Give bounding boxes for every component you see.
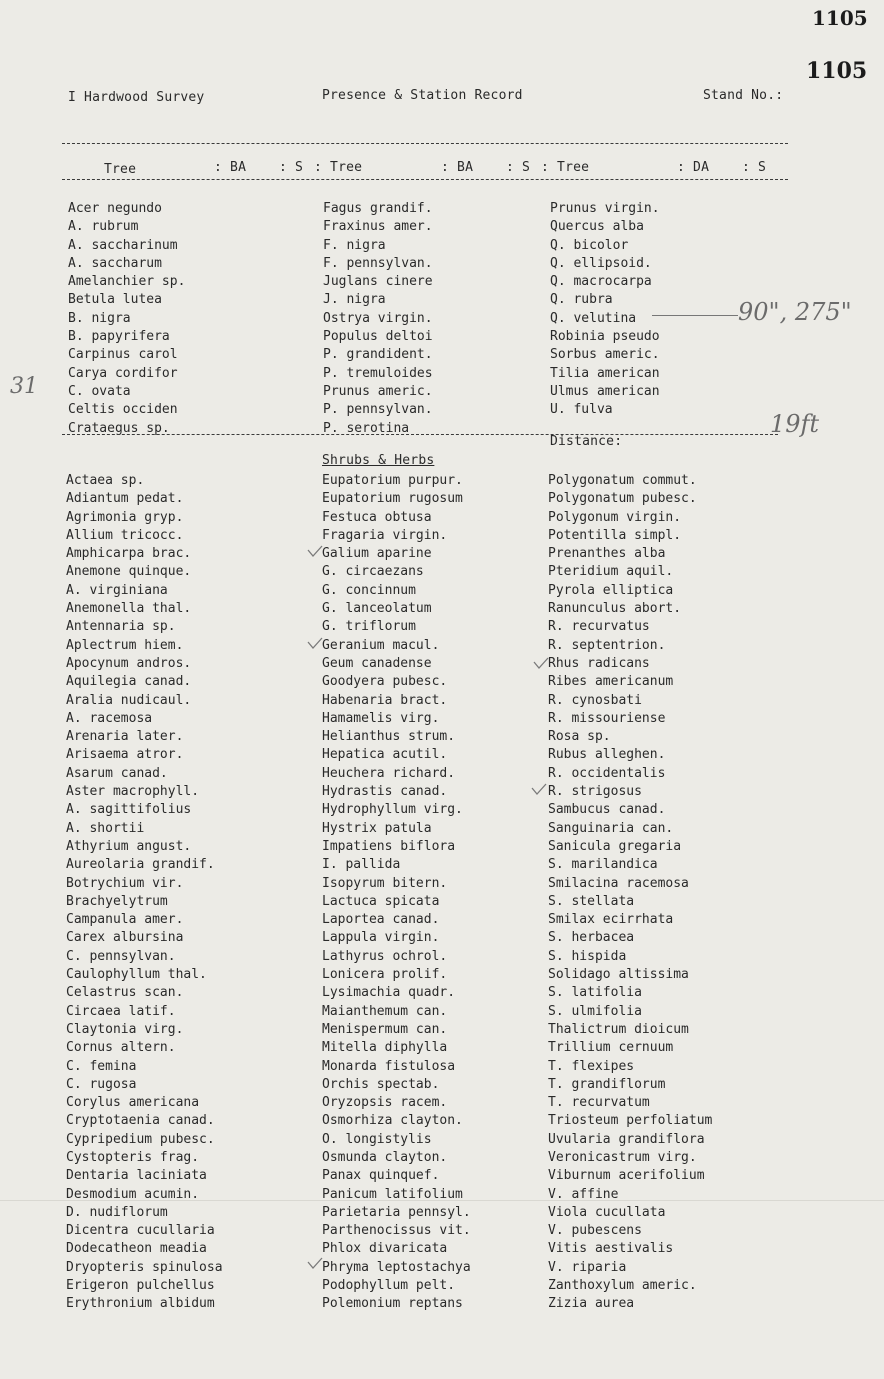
tree-item: Juglans cinere xyxy=(323,274,433,290)
herb-item: Aster macrophyll. xyxy=(66,784,200,800)
tree-item: Q. velutina xyxy=(550,310,637,326)
herb-item: S. ulmifolia xyxy=(548,1003,642,1019)
stamp-number-top: 1105 xyxy=(812,6,868,30)
herb-item: Caulophyllum thal. xyxy=(66,967,207,983)
herb-item: Corylus americana xyxy=(66,1095,200,1111)
herb-list-col-3 xyxy=(548,472,712,1314)
herb-item: Galium aparine xyxy=(322,546,432,562)
herb-item: Aralia nudicaul. xyxy=(66,692,192,708)
herb-item: Solidago altissima xyxy=(548,967,689,983)
tree-item: Acer negundo xyxy=(68,201,162,216)
record-title: Presence & Station Record xyxy=(322,88,523,103)
herb-item: A. sagittifolius xyxy=(66,802,192,818)
herb-item: Eupatorium purpur. xyxy=(322,473,463,488)
herb-list-col-2 xyxy=(322,472,471,1314)
herb-item: Apocynum andros. xyxy=(66,655,192,671)
herb-item: G. lanceolatum xyxy=(322,601,432,617)
herb-item: R. occidentalis xyxy=(548,765,666,781)
herb-item: V. pubescens xyxy=(548,1223,642,1239)
herb-item: Festuca obtusa xyxy=(322,509,432,525)
herb-item: Viola cucullata xyxy=(548,1204,666,1220)
herb-item: Campanula amer. xyxy=(66,912,184,928)
check-mark-icon xyxy=(532,656,550,670)
herb-item: S. latifolia xyxy=(548,985,642,1001)
herb-item: O. longistylis xyxy=(322,1131,432,1147)
header-rule-bottom xyxy=(62,179,788,180)
col-header-ba-2: : BA xyxy=(441,160,474,175)
herb-item: Erigeron pulchellus xyxy=(66,1278,215,1294)
herb-item: C. pennsylvan. xyxy=(66,948,176,964)
tree-item: Populus deltoi xyxy=(323,329,433,345)
tree-item: A. rubrum xyxy=(68,219,139,235)
herb-item: Pyrola elliptica xyxy=(548,582,674,598)
handwritten-distance-note: 19ft xyxy=(770,410,820,438)
herb-item: Aureolaria grandif. xyxy=(66,857,215,873)
tree-item: P. serotina xyxy=(323,420,410,436)
herb-item: Panax quinquef. xyxy=(322,1168,440,1184)
check-mark-icon xyxy=(306,636,324,650)
herb-item: Aquilegia canad. xyxy=(66,674,192,690)
tree-item: Carya cordifor xyxy=(68,365,178,381)
herb-item: Podophyllum pelt. xyxy=(322,1278,456,1294)
herb-item: Lysimachia quadr. xyxy=(322,985,456,1001)
tree-item: B. nigra xyxy=(68,310,131,326)
herb-item: Smilacina racemosa xyxy=(548,875,689,891)
herb-item: Isopyrum bitern. xyxy=(322,875,448,891)
check-mark-icon xyxy=(530,782,548,796)
herb-item: T. grandiflorum xyxy=(548,1076,666,1092)
tree-item: Fraxinus amer. xyxy=(323,219,433,235)
herb-item: Hepatica acutil. xyxy=(322,747,448,763)
herb-item: Dryopteris spinulosa xyxy=(66,1259,223,1275)
tree-item: P. pennsylvan. xyxy=(323,402,433,418)
handwritten-margin-number: 31 xyxy=(10,374,38,399)
tree-item: Ostrya virgin. xyxy=(323,310,433,326)
herb-item: Mitella diphylla xyxy=(322,1040,448,1056)
tree-item: P. tremuloides xyxy=(323,365,433,381)
herb-item: C. rugosa xyxy=(66,1076,137,1092)
herb-item: Polygonatum pubesc. xyxy=(548,491,697,507)
tree-item: U. fulva xyxy=(550,402,613,418)
herb-item: V. affine xyxy=(548,1186,619,1202)
herb-item: Sanicula gregaria xyxy=(548,838,682,854)
herb-item: A. racemosa xyxy=(66,710,153,726)
herb-item: Orchis spectab. xyxy=(322,1076,440,1092)
herb-item: G. circaezans xyxy=(322,564,424,580)
herb-item: Hydrastis canad. xyxy=(322,784,448,800)
herb-item: Celastrus scan. xyxy=(66,985,184,1001)
header-rule-top xyxy=(62,143,788,144)
herb-item: Lathyrus ochrol. xyxy=(322,948,448,964)
herb-item: Cryptotaenia canad. xyxy=(66,1113,215,1129)
herb-item: Zizia aurea xyxy=(548,1296,635,1312)
herb-item: Amphicarpa brac. xyxy=(66,546,192,562)
herb-item: Lonicera prolif. xyxy=(322,967,448,983)
tree-item: P. grandident. xyxy=(323,347,433,363)
stand-number-label: Stand No.: xyxy=(703,88,784,103)
herb-item: Parietaria pennsyl. xyxy=(322,1204,471,1220)
herb-item: Prenanthes alba xyxy=(548,546,666,562)
tree-item: Quercus alba xyxy=(550,219,644,235)
herb-item: Smilax ecirrhata xyxy=(548,912,674,928)
tree-item: Q. bicolor xyxy=(550,237,629,253)
herb-item: Arenaria later. xyxy=(66,729,184,745)
herb-item: Geum canadense xyxy=(322,655,432,671)
herb-item: Ranunculus abort. xyxy=(548,601,682,617)
tree-list-col-1 xyxy=(68,200,185,438)
tree-item: Q. ellipsoid. xyxy=(550,255,652,271)
herb-item: Dentaria laciniata xyxy=(66,1168,207,1184)
herb-item: Trillium cernuum xyxy=(548,1040,674,1056)
herb-item: R. strigosus xyxy=(548,784,642,800)
herb-item: C. femina xyxy=(66,1058,137,1074)
herb-item: Dicentra cucullaria xyxy=(66,1223,215,1239)
herb-item: Phryma leptostachya xyxy=(322,1259,471,1275)
tree-item: Crataegus sp. xyxy=(68,420,170,436)
herb-item: Phlox divaricata xyxy=(322,1241,448,1257)
herb-item: Maianthemum can. xyxy=(322,1003,448,1019)
herb-item: Laportea canad. xyxy=(322,912,440,928)
herb-item: Asarum canad. xyxy=(66,765,168,781)
tree-item: Robinia pseudo xyxy=(550,329,660,345)
col-header-tree-2: : Tree xyxy=(314,160,363,175)
herb-item: Adiantum pedat. xyxy=(66,491,184,507)
herb-item: Panicum latifolium xyxy=(322,1186,463,1202)
herb-item: Erythronium albidum xyxy=(66,1296,215,1312)
tree-item: Carpinus carol xyxy=(68,347,178,363)
tree-item: J. nigra xyxy=(323,292,386,308)
check-mark-icon xyxy=(306,544,324,558)
herb-item: R. cynosbati xyxy=(548,692,642,708)
col-header-s-1: : S xyxy=(279,160,304,175)
tree-list-col-3 xyxy=(550,200,660,420)
herb-item: Fragaria virgin. xyxy=(322,527,448,543)
herb-item: Monarda fistulosa xyxy=(322,1058,456,1074)
herb-item: Ribes americanum xyxy=(548,674,674,690)
herb-item: A. virginiana xyxy=(66,582,168,598)
herb-item: S. marilandica xyxy=(548,857,658,873)
herb-item: R. recurvatus xyxy=(548,619,650,635)
herb-item: Vitis aestivalis xyxy=(548,1241,674,1257)
stamp-number-second: 1105 xyxy=(806,58,868,84)
herb-item: T. recurvatum xyxy=(548,1095,650,1111)
col-header-da: : DA xyxy=(677,160,710,175)
herb-item: Geranium macul. xyxy=(322,637,440,653)
herb-item: A. shortii xyxy=(66,820,145,836)
herb-item: Allium tricocc. xyxy=(66,527,184,543)
herb-item: I. pallida xyxy=(322,857,401,873)
handwritten-velutina-note: 90", 275" xyxy=(738,298,852,326)
tree-item: Q. macrocarpa xyxy=(550,274,652,290)
tree-item: Prunus virgin. xyxy=(550,201,660,216)
tree-list-col-2 xyxy=(323,200,433,438)
herb-item: Habenaria bract. xyxy=(322,692,448,708)
herb-item: Circaea latif. xyxy=(66,1003,176,1019)
herb-item: Zanthoxylum americ. xyxy=(548,1278,697,1294)
herb-item: D. nudiflorum xyxy=(66,1204,168,1220)
herb-item: G. concinnum xyxy=(322,582,416,598)
herb-item: Anemonella thal. xyxy=(66,601,192,617)
tree-item: C. ovata xyxy=(68,383,131,399)
tree-item: A. saccharinum xyxy=(68,237,178,253)
col-header-ba-1: : BA xyxy=(214,160,247,175)
herb-item: Eupatorium rugosum xyxy=(322,491,463,507)
herb-item: Menispermum can. xyxy=(322,1021,448,1037)
herb-item: Agrimonia gryp. xyxy=(66,509,184,525)
herb-item: Desmodium acumin. xyxy=(66,1186,200,1202)
herb-item: Triosteum perfoliatum xyxy=(548,1113,713,1129)
tree-item: Amelanchier sp. xyxy=(68,274,186,290)
herb-list-col-1 xyxy=(66,472,223,1314)
col-header-tree-3: : Tree xyxy=(541,160,590,175)
tree-item: Betula lutea xyxy=(68,292,162,308)
herb-item: Cypripedium pubesc. xyxy=(66,1131,215,1147)
tree-item: F. pennsylvan. xyxy=(323,255,433,271)
herb-item: Polygonatum commut. xyxy=(548,473,697,488)
herb-item: V. riparia xyxy=(548,1259,627,1275)
herb-item: Uvularia grandiflora xyxy=(548,1131,705,1147)
tree-item: B. papyrifera xyxy=(68,329,170,345)
herb-item: Aplectrum hiem. xyxy=(66,637,184,653)
herb-item: Rosa sp. xyxy=(548,729,611,745)
herb-item: R. missouriense xyxy=(548,710,666,726)
herb-item: Helianthus strum. xyxy=(322,729,456,745)
tree-item: Q. rubra xyxy=(550,292,613,308)
shrubs-herbs-heading: Shrubs & Herbs xyxy=(322,453,435,468)
herb-item: Hydrophyllum virg. xyxy=(322,802,463,818)
herb-item: Botrychium vir. xyxy=(66,875,184,891)
herb-item: Osmunda clayton. xyxy=(322,1149,448,1165)
tree-item: Prunus americ. xyxy=(323,383,433,399)
herb-item: Rhus radicans xyxy=(548,655,650,671)
velutina-leader-line xyxy=(652,315,738,316)
herb-item: S. herbacea xyxy=(548,930,635,946)
herb-item: Athyrium angust. xyxy=(66,838,192,854)
tree-item: Fagus grandif. xyxy=(323,201,433,216)
herb-item: Veronicastrum virg. xyxy=(548,1149,697,1165)
herb-item: Cornus altern. xyxy=(66,1040,176,1056)
herb-item: Brachyelytrum xyxy=(66,893,168,909)
herb-item: S. stellata xyxy=(548,893,635,909)
tree-item: Tilia american xyxy=(550,365,660,381)
tree-item: F. nigra xyxy=(323,237,386,253)
tree-item: A. saccharum xyxy=(68,255,162,271)
herb-item: Sanguinaria can. xyxy=(548,820,674,836)
tree-item: Celtis occiden xyxy=(68,402,178,418)
herb-item: Arisaema atror. xyxy=(66,747,184,763)
check-mark-icon xyxy=(306,1256,324,1270)
herb-item: Heuchera richard. xyxy=(322,765,456,781)
herb-item: Oryzopsis racem. xyxy=(322,1095,448,1111)
herb-item: Thalictrum dioicum xyxy=(548,1021,689,1037)
herb-item: Dodecatheon meadia xyxy=(66,1241,207,1257)
herb-item: Antennaria sp. xyxy=(66,619,176,635)
tree-item: Sorbus americ. xyxy=(550,347,660,363)
herb-item: S. hispida xyxy=(548,948,627,964)
col-header-s-3: : S xyxy=(742,160,767,175)
herb-item: Lappula virgin. xyxy=(322,930,440,946)
herb-item: Claytonia virg. xyxy=(66,1021,184,1037)
herb-item: Actaea sp. xyxy=(66,473,145,488)
herb-item: Impatiens biflora xyxy=(322,838,456,854)
herb-item: Potentilla simpl. xyxy=(548,527,682,543)
herb-item: Parthenocissus vit. xyxy=(322,1223,471,1239)
herb-item: Cystopteris frag. xyxy=(66,1149,200,1165)
herb-item: Lactuca spicata xyxy=(322,893,440,909)
herb-item: G. triflorum xyxy=(322,619,416,635)
col-header-s-2: : S xyxy=(506,160,531,175)
herb-item: Hamamelis virg. xyxy=(322,710,440,726)
herb-item: Hystrix patula xyxy=(322,820,432,836)
herb-item: Pteridium aquil. xyxy=(548,564,674,580)
herb-item: Viburnum acerifolium xyxy=(548,1168,705,1184)
herb-item: Sambucus canad. xyxy=(548,802,666,818)
herb-item: R. septentrion. xyxy=(548,637,666,653)
herb-item: Osmorhiza clayton. xyxy=(322,1113,463,1129)
col-header-tree-1: Tree xyxy=(104,162,137,177)
distance-label: Distance: xyxy=(550,434,623,449)
herb-item: Goodyera pubesc. xyxy=(322,674,448,690)
herb-item: T. flexipes xyxy=(548,1058,635,1074)
herb-item: Polygonum virgin. xyxy=(548,509,682,525)
herb-item: Carex albursina xyxy=(66,930,184,946)
tree-item: Ulmus american xyxy=(550,383,660,399)
herb-item: Rubus alleghen. xyxy=(548,747,666,763)
tree-section-rule xyxy=(62,434,778,435)
herb-item: Polemonium reptans xyxy=(322,1296,463,1312)
herb-item: Anemone quinque. xyxy=(66,564,192,580)
survey-title: I Hardwood Survey xyxy=(68,90,205,105)
